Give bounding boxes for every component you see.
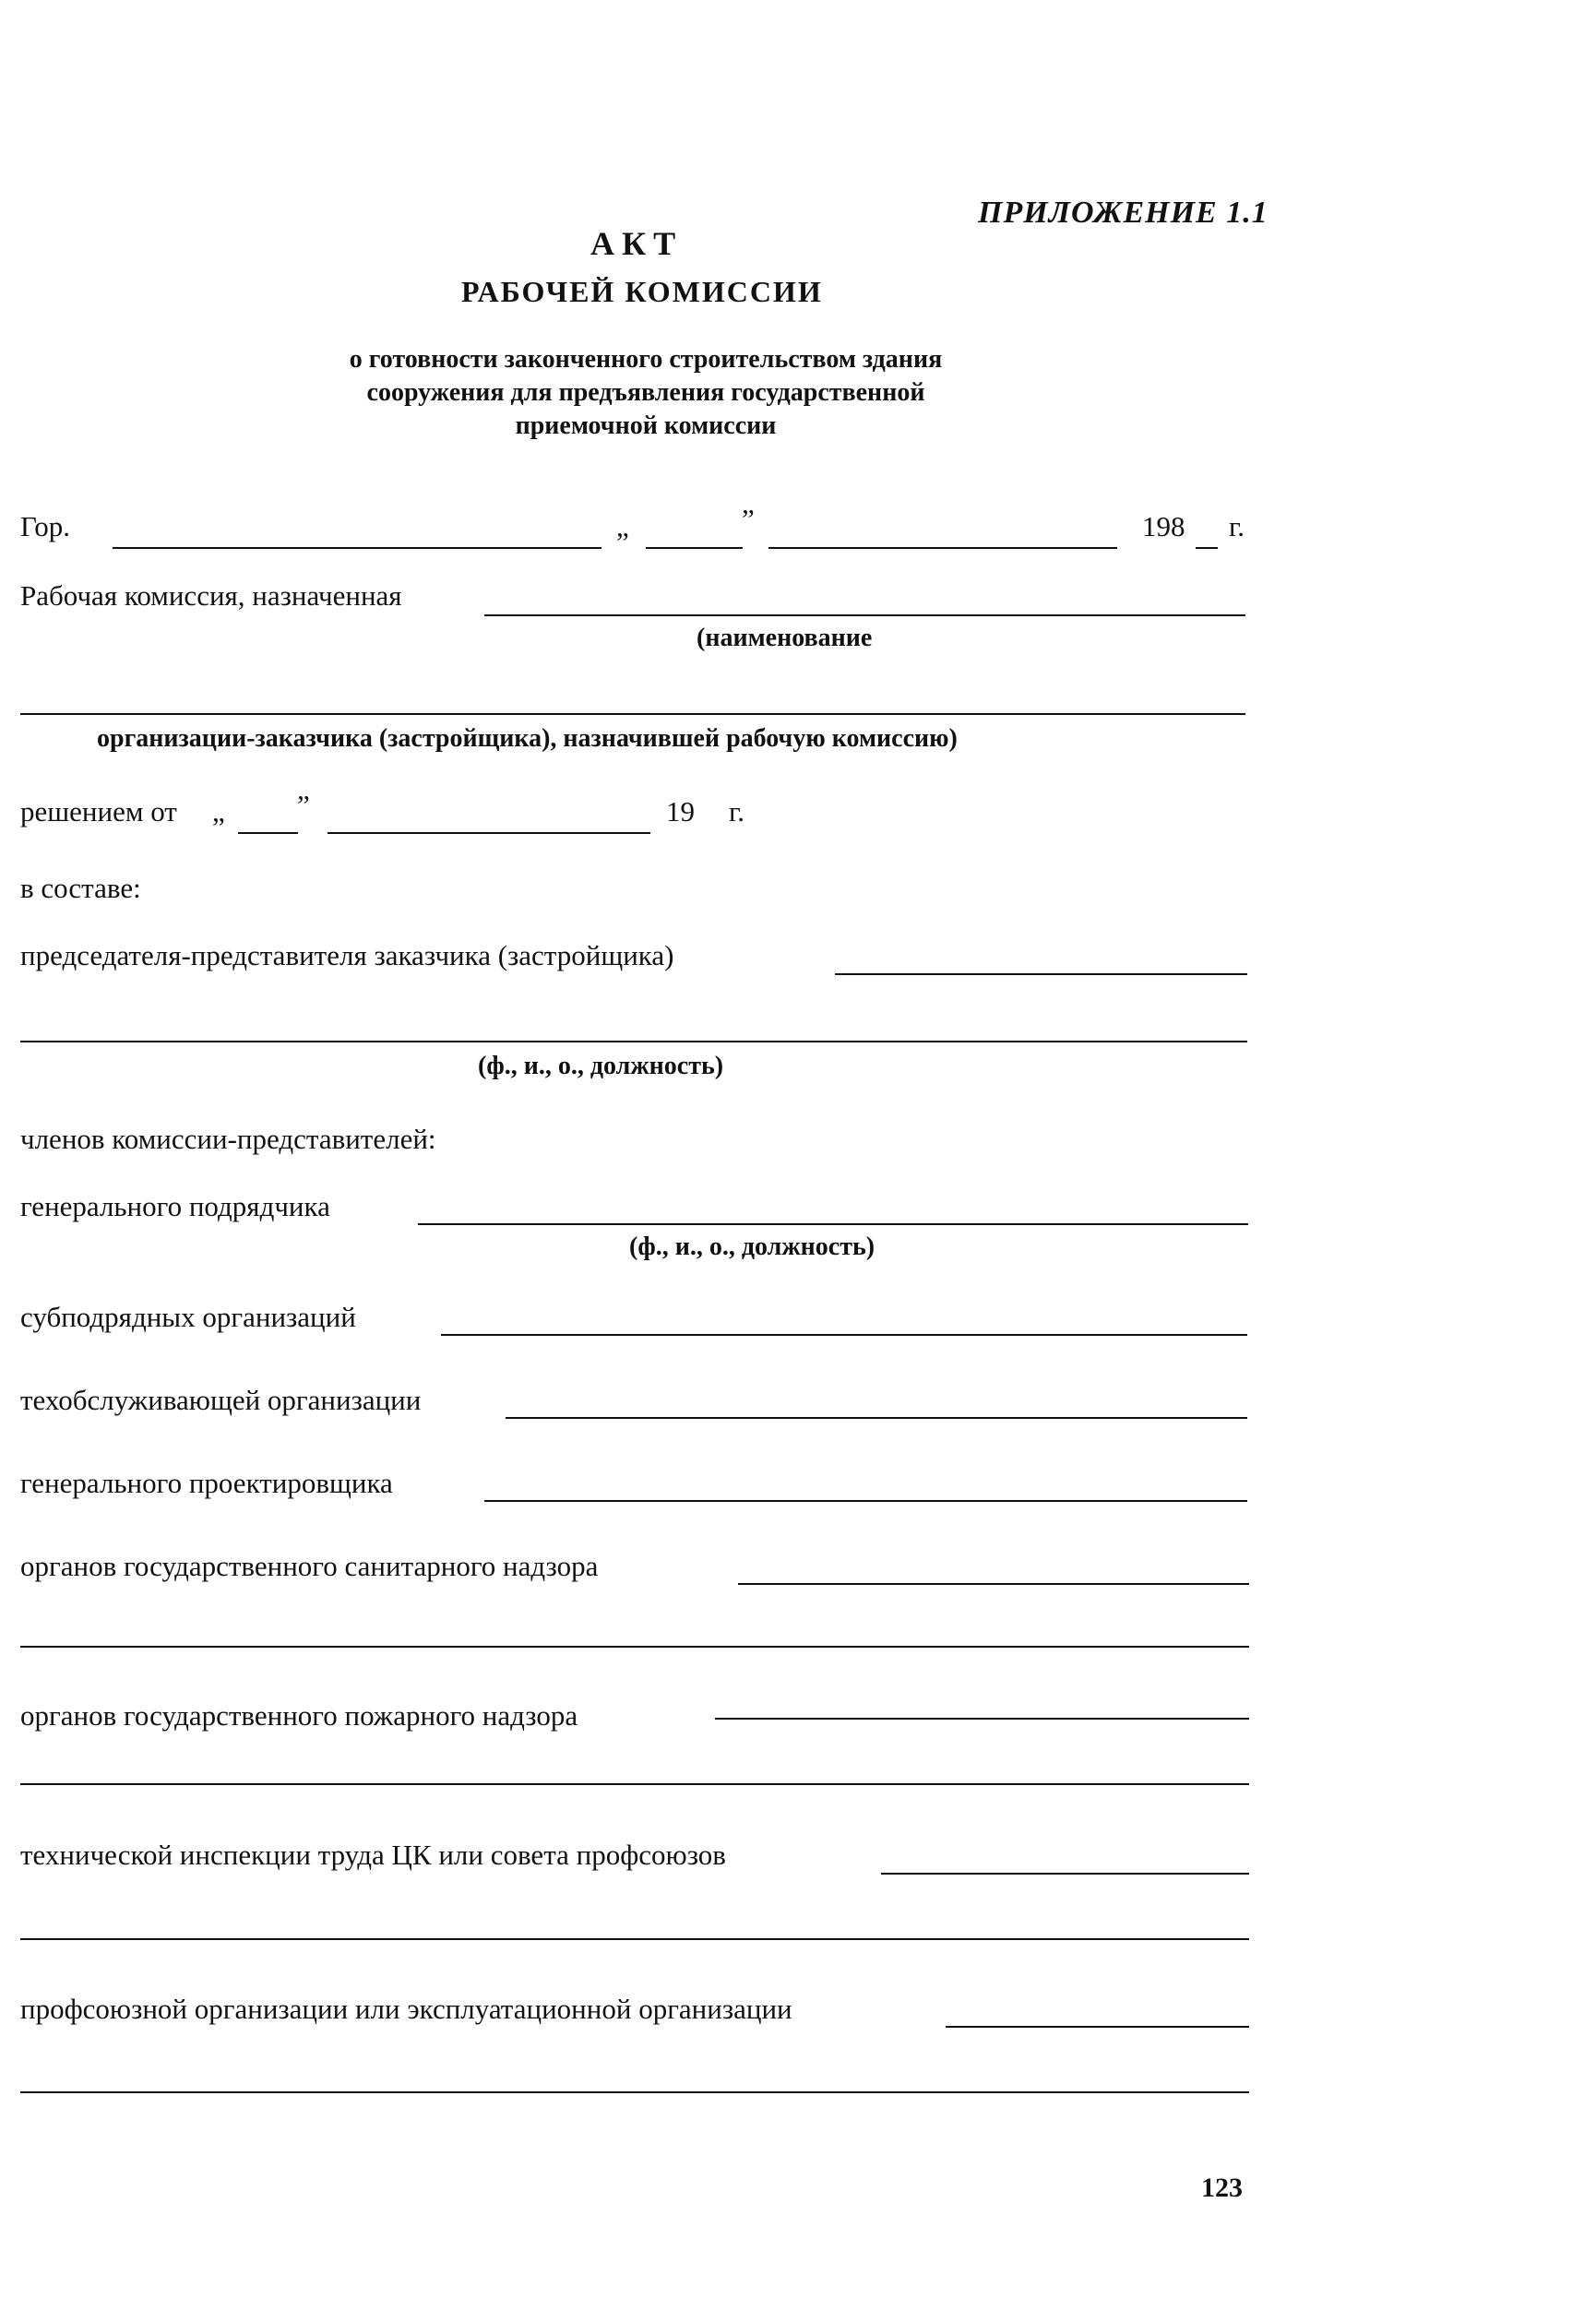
general-contractor-field[interactable] [418, 1223, 1248, 1225]
decision-month-field[interactable] [328, 832, 650, 834]
sanitary-field[interactable] [738, 1583, 1249, 1585]
subcontractors-label: субподрядных организаций [20, 1301, 356, 1333]
commission-field[interactable] [484, 614, 1245, 616]
sanitary-field-2[interactable] [20, 1646, 1249, 1648]
appendix-label: ПРИЛОЖЕНИЕ 1.1 [978, 196, 1268, 230]
city-label: Гор. [20, 510, 70, 542]
commission-label: Рабочая комиссия, назначенная [20, 579, 402, 612]
subcontractors-field[interactable] [441, 1334, 1247, 1336]
decision-day-field[interactable] [238, 832, 298, 834]
caption-org: организации-заказчика (застройщика), назначившей рабочую комиссию) [97, 724, 958, 753]
page-number: 123 [1201, 2173, 1243, 2203]
decision-year-suffix: г. [729, 795, 744, 828]
close-quote: ” [742, 503, 755, 535]
description-line-3: приемочной комиссии [515, 411, 777, 440]
month-field[interactable] [768, 547, 1117, 549]
document-subtitle: РАБОЧЕЙ КОМИССИИ [461, 275, 823, 308]
decision-label: решением от [20, 795, 177, 828]
caption-name: (наименование [697, 624, 873, 652]
designer-field[interactable] [484, 1500, 1247, 1502]
year-prefix: 198 [1142, 510, 1185, 542]
general-contractor-label: генерального подрядчика [20, 1190, 330, 1222]
sanitary-label: органов государственного санитарного надзора [20, 1550, 599, 1582]
decision-year: 19 [666, 795, 695, 828]
maintenance-label: техобслуживающей организации [20, 1384, 422, 1416]
decision-close-quote: ” [297, 789, 310, 821]
caption-person-2: (ф., и., о., должность) [629, 1232, 875, 1261]
fire-label: органов государственного пожарного надзора [20, 1699, 578, 1732]
labor-inspection-label: технической инспекции труда ЦК или совета профсоюзов [20, 1839, 726, 1871]
fire-field-2[interactable] [20, 1783, 1249, 1785]
composition-label: в составе: [20, 872, 141, 904]
chairman-field[interactable] [835, 973, 1247, 975]
designer-label: генерального проектировщика [20, 1467, 393, 1499]
document-description [185, 343, 1107, 443]
members-label: членов комиссии-представителей: [20, 1123, 436, 1155]
commission-field-2[interactable] [20, 713, 1245, 715]
open-quote: „ [616, 510, 629, 542]
year-suffix: г. [1229, 510, 1245, 542]
year-field[interactable] [1196, 547, 1218, 549]
fire-field[interactable] [715, 1718, 1249, 1720]
chairman-field-2[interactable] [20, 1041, 1247, 1042]
union-field[interactable] [946, 2026, 1249, 2028]
labor-inspection-field[interactable] [881, 1873, 1249, 1875]
maintenance-field[interactable] [506, 1417, 1247, 1419]
union-field-2[interactable] [20, 2091, 1249, 2093]
labor-inspection-field-2[interactable] [20, 1938, 1249, 1940]
union-label: профсоюзной организации или эксплуатационной организации [20, 1993, 792, 2025]
chairman-label: председателя-представителя заказчика (застройщика) [20, 939, 674, 971]
day-field[interactable] [646, 547, 743, 549]
description-line-2: сооружения для предъявления государственной [366, 378, 925, 407]
city-field[interactable] [113, 547, 601, 549]
description-line-1: о готовности законченного строительством здания [349, 345, 943, 374]
document-title: АКТ [590, 225, 684, 262]
decision-open-quote: „ [212, 795, 225, 828]
caption-person-1: (ф., и., о., должность) [478, 1052, 724, 1080]
